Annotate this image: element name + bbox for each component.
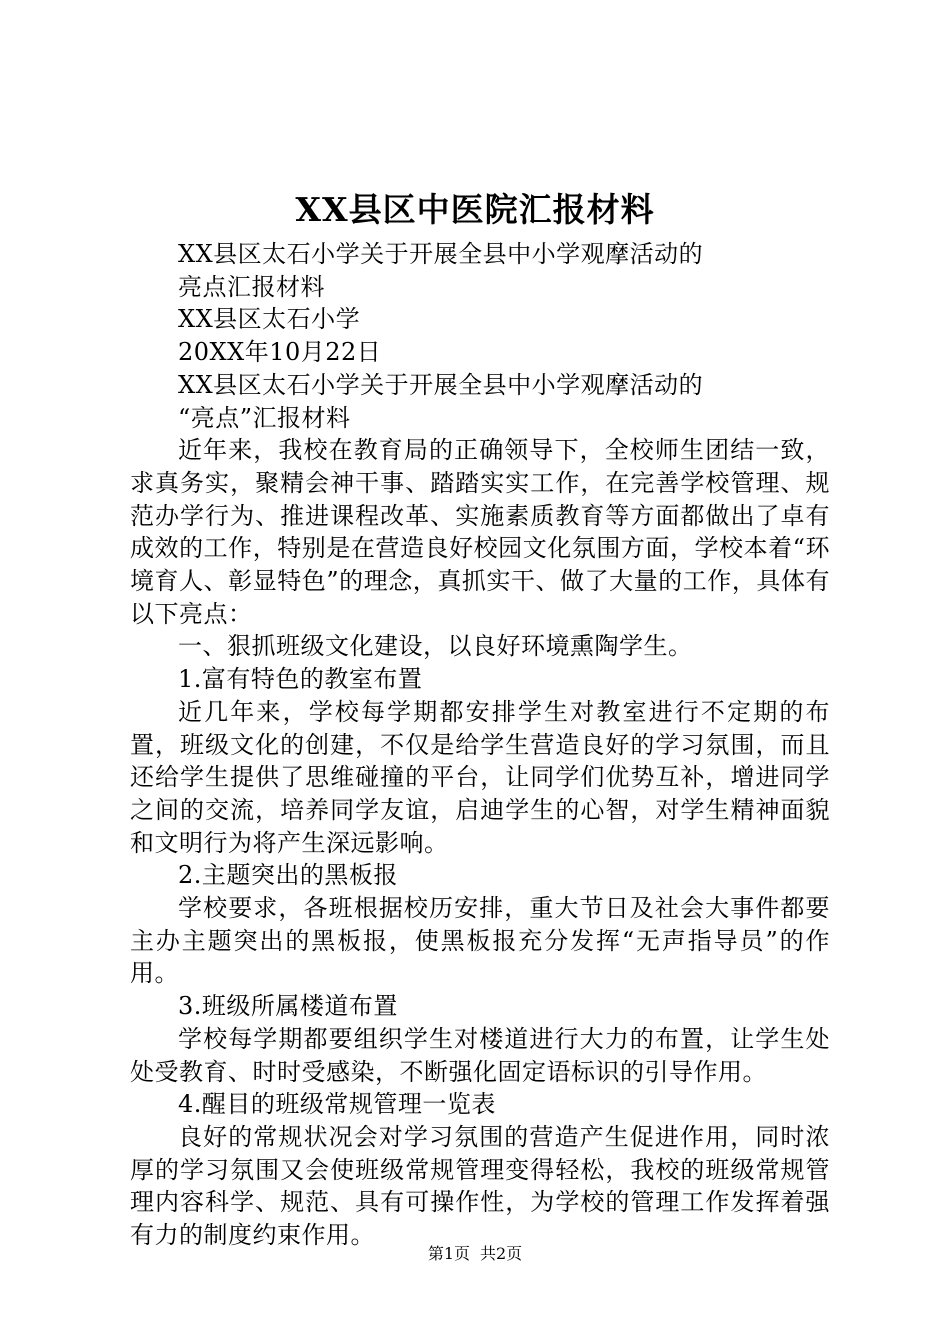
paragraph: XX县区太石小学 <box>178 305 361 334</box>
page-number-total: 共2页 <box>480 1244 523 1263</box>
paragraph: 亮点汇报材料 <box>178 272 325 301</box>
paragraph: 良好的常规状况会对学习氛围的营造产生促进作用，同时浓厚的学习氛围又会使班级常规管理变得轻松，我校的班级常规管理内容科学、规范、具有可操作性，为学校的管理工作发挥着强有力的制度约束作用。 <box>130 1122 830 1250</box>
subsection-heading: 1.富有特色的教室布置 <box>178 665 423 694</box>
subsection-heading: 3.班级所属楼道布置 <box>178 992 398 1021</box>
paragraph: 学校要求，各班根据校历安排，重大节日及社会大事件都要主办主题突出的黑板报，使黑板报充分发挥“无声指导员”的作用。 <box>130 894 830 988</box>
paragraph: 近年来，我校在教育局的正确领导下，全校师生团结一致，求真务实，聚精会神干事、踏踏实实工作，在完善学校管理、规范办学行为、推进课程改革、实施素质教育等方面都做出了卓有成效的工作，特别是在营造良好校园文化氛围方面，学校本着“环境育人、彰显特色”的理念，真抓实干、做了大量的工作，具体有以下亮点： <box>130 436 830 628</box>
document-title: XX县区中医院汇报材料 <box>295 190 655 229</box>
page-footer <box>0 1242 950 1266</box>
page-number-current: 第1页 <box>427 1244 470 1263</box>
paragraph: 学校每学期都要组织学生对楼道进行大力的布置，让学生处处受教育、时时受感染，不断强化固定语标识的引导作用。 <box>130 1024 830 1086</box>
document-body <box>130 238 830 1252</box>
paragraph: 20XX年10月22日 <box>178 338 382 367</box>
paragraph: XX县区太石小学关于开展全县中小学观摩活动的 <box>178 240 704 268</box>
subsection-heading: 2.主题突出的黑板报 <box>178 861 398 890</box>
paragraph: 近几年来，学校每学期都安排学生对教室进行不定期的布置，班级文化的创建，不仅是给学生营造良好的学习氛围，而且还给学生提供了思维碰撞的平台，让同学们优势互补，增进同学之间的交流，培养同学友谊，启迪学生的心智，对学生精神面貌和文明行为将产生深远影响。 <box>130 697 830 857</box>
section-heading: 一、狠抓班级文化建设，以良好环境熏陶学生。 <box>178 632 693 661</box>
paragraph: “亮点”汇报材料 <box>178 403 351 432</box>
subsection-heading: 4.醒目的班级常规管理一览表 <box>178 1090 496 1119</box>
paragraph: XX县区太石小学关于开展全县中小学观摩活动的 <box>178 370 704 399</box>
